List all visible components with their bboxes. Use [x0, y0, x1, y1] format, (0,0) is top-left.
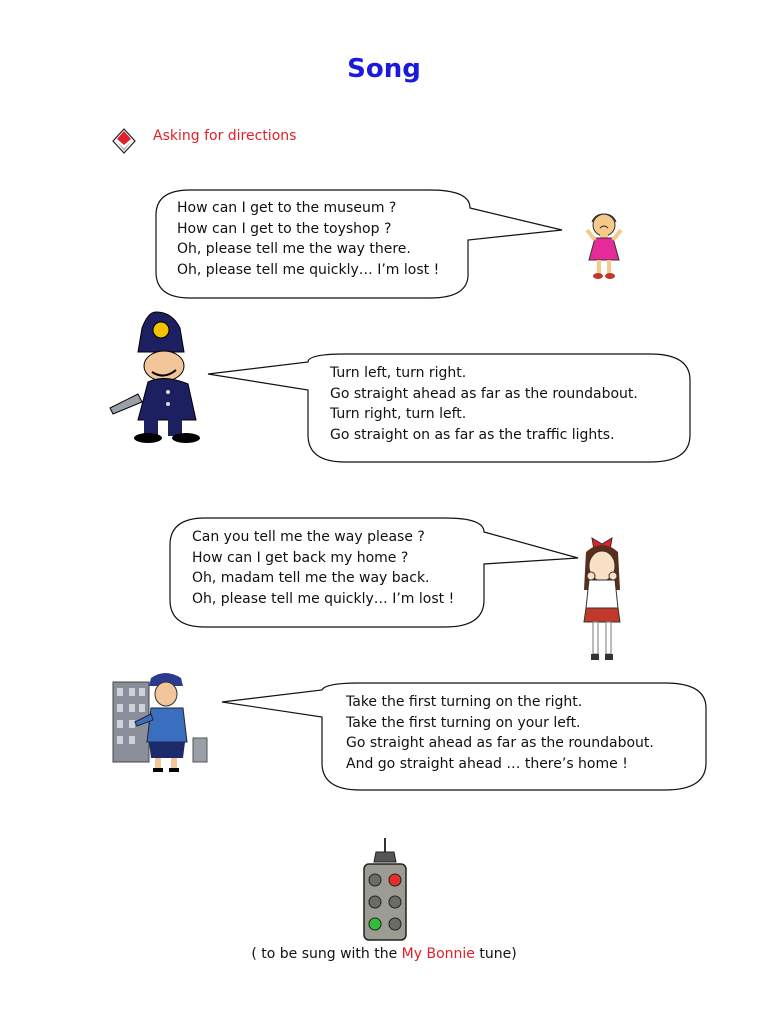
- lyric-line: How can I get back my home ?: [192, 549, 409, 566]
- tune-note-suffix: tune): [474, 946, 517, 962]
- lyric-line: Oh, please tell me quickly… I’m lost !: [177, 261, 440, 278]
- verse-1: [177, 198, 439, 280]
- lyric-line: Oh, madam tell me the way back.: [192, 570, 430, 586]
- page-title: Song: [347, 54, 421, 84]
- lyric-line: Can you tell me the way please ?: [192, 529, 425, 545]
- lyric-line: Oh, please tell me the way there.: [177, 241, 411, 257]
- lyric-line: Turn left, turn right.: [330, 365, 467, 381]
- section-subtitle: Asking for directions: [153, 128, 297, 144]
- lyric-line: Go straight on as far as the traffic lights.: [330, 426, 615, 443]
- lyric-line: And go straight ahead … there’s home !: [346, 755, 628, 772]
- tune-note-prefix: ( to be sung with the: [251, 946, 402, 962]
- lyric-line: How can I get to the toyshop ?: [177, 220, 392, 237]
- tune-note: [0, 946, 768, 962]
- verse-4: [346, 692, 654, 774]
- traffic-light-icon: [360, 838, 410, 944]
- lyric-line: Take the first turning on your left.: [346, 714, 581, 731]
- girl-crying-icon: [583, 208, 625, 280]
- verse-3: [192, 527, 454, 609]
- girl-with-bow-icon: [576, 530, 628, 672]
- lyric-line: Go straight ahead as far as the roundabout.: [330, 385, 638, 402]
- lyric-line: Go straight ahead as far as the roundabout.: [346, 735, 654, 751]
- tune-name: My Bonnie: [401, 946, 475, 962]
- verse-2: [330, 363, 638, 445]
- lyric-line: Oh, please tell me quickly… I’m lost !: [192, 590, 455, 607]
- lyric-line: Turn right, turn left.: [330, 406, 467, 422]
- policeman-icon: [108, 308, 208, 446]
- lyric-line: Take the first turning on the right.: [346, 694, 583, 710]
- lyric-line: How can I get to the museum ?: [177, 200, 397, 216]
- policewoman-icon: [109, 668, 212, 776]
